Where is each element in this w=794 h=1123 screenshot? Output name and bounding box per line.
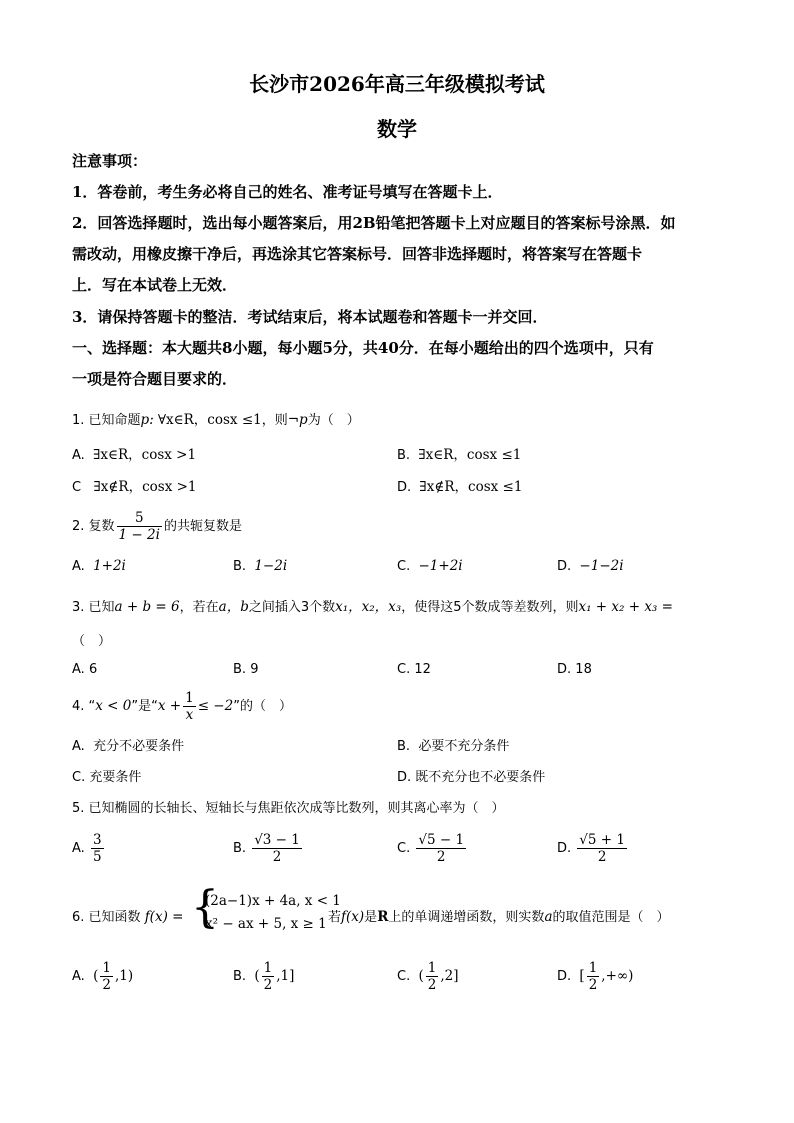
q6-text-d: 的取值范围是（ ） bbox=[552, 910, 670, 925]
q3-ab: a，b bbox=[218, 599, 249, 615]
question-5-stem: 5. 已知椭圆的长轴长、短轴长与焦距依次成等比数列，则其离心率为（ ） bbox=[72, 801, 505, 816]
q2-fraction bbox=[117, 510, 162, 543]
q1-negation: ¬p bbox=[287, 412, 308, 428]
q1-option-a-text: ∃x∈R，cosx >1 bbox=[93, 447, 197, 463]
q1-suffix-a: ，则 bbox=[261, 413, 288, 428]
q3-option-a-text: 6 bbox=[88, 662, 98, 677]
q2-option-a-label: A. bbox=[72, 559, 85, 574]
q5-option-b bbox=[233, 832, 304, 865]
q1-option-c bbox=[72, 475, 197, 495]
q3-option-b bbox=[233, 662, 258, 677]
q5-option-c bbox=[397, 832, 468, 865]
q3-text-c: 之间插入3个数 bbox=[248, 600, 336, 615]
q5-option-a bbox=[72, 832, 106, 865]
q3-option-d-text: 18 bbox=[575, 662, 592, 677]
q4-mid: ”是“ bbox=[131, 699, 158, 714]
q5-option-d-fraction bbox=[577, 832, 627, 865]
q5-option-c-label: C. bbox=[397, 841, 411, 856]
q1-statement: ∀x∈R，cosx ≤1 bbox=[157, 412, 262, 428]
note-2-line-3: 上．写在本试卷上无效． bbox=[72, 276, 238, 294]
q6-option-d-label: D. bbox=[557, 969, 572, 984]
q4-condition-1: x < 0 bbox=[95, 698, 132, 714]
q2-option-b bbox=[233, 558, 287, 574]
q2-fraction-num: 5 bbox=[117, 510, 162, 527]
q4-option-a-text: 充分不必要条件 bbox=[93, 739, 185, 754]
q6-option-d bbox=[557, 960, 633, 993]
q1-proposition-p: p: bbox=[140, 412, 154, 428]
note-3: 3．请保持答题卡的整洁．考试结束后，将本试题卷和答题卡一并交回． bbox=[72, 308, 548, 326]
q5-option-d-label: D. bbox=[557, 841, 572, 856]
q6-prefix-text: 6. 已知函数 bbox=[72, 910, 141, 925]
q6-case-2: x² − ax + 5, x ≥ 1 bbox=[205, 916, 327, 932]
question-4-stem bbox=[72, 690, 292, 723]
q5-option-b-label: B. bbox=[233, 841, 247, 856]
q3-option-d-label: D. bbox=[557, 662, 572, 677]
q5-d-den: 2 bbox=[597, 849, 607, 865]
q1-prefix: 1. 已知命题 bbox=[72, 413, 141, 428]
q5-option-a-label: A. bbox=[72, 841, 85, 856]
q1-option-d bbox=[397, 475, 522, 495]
q6-option-b-label: B. bbox=[233, 969, 247, 984]
question-3-stem bbox=[72, 595, 673, 615]
q6-option-d-fraction bbox=[587, 960, 600, 993]
note-2-line-2: 需改动，用橡皮擦干净后，再选涂其它答案标号．回答非选择题时，将答案写在答题卡 bbox=[72, 245, 643, 263]
q6-option-c-label: C. bbox=[397, 969, 411, 984]
q6-c-close: ,2] bbox=[440, 968, 459, 984]
q6-b-num: 1 bbox=[263, 960, 273, 976]
q5-c-den: 2 bbox=[436, 849, 446, 865]
q4-option-b-label: B. bbox=[397, 739, 411, 754]
q5-option-c-fraction bbox=[416, 832, 466, 865]
q6-a-close: ,1) bbox=[114, 968, 134, 984]
q6-var-a: a bbox=[544, 909, 553, 925]
q1-option-d-label: D. bbox=[397, 480, 412, 495]
q2-option-a bbox=[72, 558, 126, 574]
q5-option-a-fraction bbox=[91, 832, 104, 865]
q4-condition-2b: ≤ −2 bbox=[197, 698, 234, 714]
q2-option-d bbox=[557, 558, 624, 574]
q6-d-num: 1 bbox=[588, 960, 598, 976]
q6-option-b bbox=[233, 960, 294, 993]
q1-option-c-text: ∃x∉R，cosx >1 bbox=[93, 479, 197, 495]
q6-d-den: 2 bbox=[588, 977, 598, 993]
q6-b-close: ,1] bbox=[276, 968, 295, 984]
q2-option-c bbox=[397, 558, 463, 574]
q6-piecewise-brace: { bbox=[191, 882, 219, 933]
q6-d-close: ,+∞) bbox=[601, 968, 634, 984]
q1-suffix-b: 为（ ） bbox=[307, 413, 360, 428]
q6-case-1: (2a−1)x + 4a, x < 1 bbox=[205, 893, 341, 909]
q6-option-b-fraction bbox=[262, 960, 275, 993]
q5-b-num: √3 − 1 bbox=[254, 832, 300, 848]
q5-d-num: √5 + 1 bbox=[579, 832, 625, 848]
q6-fx2: f(x) bbox=[341, 909, 365, 925]
q2-option-c-label: C. bbox=[397, 559, 411, 574]
subject-title: 数学 bbox=[377, 117, 417, 141]
section-heading-line-2: 一项是符合题目要求的． bbox=[72, 370, 238, 388]
q2-option-d-text: −1−2i bbox=[579, 558, 624, 574]
q6-c-open: ( bbox=[418, 968, 424, 984]
q3-option-c-text: 12 bbox=[414, 662, 431, 677]
q3-text-d: ，使得这5个数成等差数列，则 bbox=[401, 600, 579, 615]
q3-sum: x₁ + x₂ + x₃ = bbox=[578, 599, 673, 615]
q2-option-a-text: 1+2i bbox=[93, 558, 126, 574]
q6-real-set: R bbox=[377, 909, 389, 925]
q2-fraction-den: 1 − 2i bbox=[118, 527, 160, 543]
q6-a-den: 2 bbox=[102, 977, 111, 993]
q5-option-d bbox=[557, 832, 629, 865]
q1-option-d-text: ∃x∉R，cosx ≤1 bbox=[419, 479, 523, 495]
q5-b-den: 2 bbox=[272, 849, 282, 865]
q3-option-c-label: C. bbox=[397, 662, 411, 677]
q4-fraction-num: 1 bbox=[185, 690, 194, 706]
q1-option-a bbox=[72, 443, 196, 463]
q2-prefix: 2. 复数 bbox=[72, 519, 115, 534]
q1-option-a-label: A. bbox=[72, 448, 85, 463]
q4-option-c bbox=[72, 766, 141, 785]
q2-suffix: 的共轭复数是 bbox=[163, 519, 242, 534]
q4-option-a bbox=[72, 735, 184, 754]
q4-condition-2a: x + bbox=[157, 698, 182, 714]
q6-text-a: 若 bbox=[328, 910, 342, 925]
q6-c-den: 2 bbox=[427, 977, 437, 993]
q4-option-b-text: 必要不充分条件 bbox=[418, 739, 510, 754]
q3-option-a bbox=[72, 662, 97, 677]
q6-option-a bbox=[72, 960, 133, 993]
q1-option-c-label: C bbox=[72, 480, 82, 495]
q6-text-b: 是 bbox=[364, 910, 378, 925]
q4-option-c-text: 充要条件 bbox=[89, 770, 142, 785]
q1-option-b-label: B. bbox=[397, 448, 411, 463]
exam-title: 长沙市2026年高三年级模拟考试 bbox=[249, 72, 545, 96]
q3-option-c bbox=[397, 662, 431, 677]
q6-fx: f(x) = bbox=[144, 909, 184, 925]
q3-option-b-text: 9 bbox=[250, 662, 259, 677]
q1-option-b-text: ∃x∈R，cosx ≤1 bbox=[418, 447, 522, 463]
q3-paren: （ ） bbox=[72, 634, 112, 649]
q3-option-d bbox=[557, 662, 592, 677]
q2-option-d-label: D. bbox=[557, 559, 572, 574]
q2-option-c-text: −1+2i bbox=[418, 558, 463, 574]
q6-option-c-fraction bbox=[426, 960, 439, 993]
q6-b-den: 2 bbox=[263, 977, 273, 993]
q6-option-a-label: A. bbox=[72, 969, 85, 984]
q3-text-a: 3. 已知 bbox=[72, 600, 115, 615]
q2-option-b-text: 1−2i bbox=[254, 558, 288, 574]
q4-suffix: ”的（ ） bbox=[233, 699, 292, 714]
question-2-stem bbox=[72, 510, 242, 543]
q6-option-a-fraction bbox=[100, 960, 113, 993]
q6-prefix bbox=[72, 906, 183, 925]
q3-equation: a + b = 6 bbox=[114, 599, 180, 615]
q1-option-b bbox=[397, 443, 521, 463]
q4-option-d-text: 既不充分也不必要条件 bbox=[415, 770, 546, 785]
note-1: 1．答卷前，考生务必将自己的姓名、准考证号填写在答题卡上． bbox=[72, 183, 503, 201]
q5-c-num: √5 − 1 bbox=[418, 832, 465, 848]
q6-b-open: ( bbox=[254, 968, 260, 984]
q4-option-a-label: A. bbox=[72, 739, 85, 754]
q6-option-c bbox=[397, 960, 459, 993]
question-1-stem bbox=[72, 408, 360, 428]
q3-xs: x₁，x₂，x₃ bbox=[335, 599, 402, 615]
q4-fraction bbox=[183, 690, 196, 723]
section-heading-line-1: 一、选择题：本大题共8小题，每小题5分，共40分．在每小题给出的四个选项中，只有 bbox=[72, 339, 654, 357]
q5-a-num: 3 bbox=[92, 832, 102, 848]
q5-a-den: 5 bbox=[92, 849, 102, 865]
q2-option-b-label: B. bbox=[233, 559, 247, 574]
q4-fraction-den: x bbox=[185, 707, 194, 723]
q6-d-open: [ bbox=[579, 968, 585, 984]
q6-stem-rest bbox=[328, 906, 670, 925]
q3-option-a-label: A. bbox=[72, 662, 85, 677]
q5-option-b-fraction bbox=[252, 832, 302, 865]
notes-heading: 注意事项： bbox=[72, 152, 148, 170]
q4-option-d-label: D. bbox=[397, 770, 412, 785]
q3-text-b: ，若在 bbox=[179, 600, 219, 615]
q6-c-num: 1 bbox=[427, 960, 437, 976]
q6-a-open: ( bbox=[93, 968, 99, 984]
q4-option-b bbox=[397, 735, 509, 754]
q4-option-d bbox=[397, 766, 545, 785]
q4-option-c-label: C. bbox=[72, 770, 86, 785]
note-2-line-1: 2．回答选择题时，选出每小题答案后，用2B铅笔把答题卡上对应题目的答案标号涂黑．如 bbox=[72, 214, 676, 232]
q4-prefix: 4. “ bbox=[72, 699, 96, 714]
q6-a-num: 1 bbox=[102, 960, 111, 976]
q3-option-b-label: B. bbox=[233, 662, 247, 677]
q6-text-c: 上的单调递增函数，则实数 bbox=[388, 910, 545, 925]
